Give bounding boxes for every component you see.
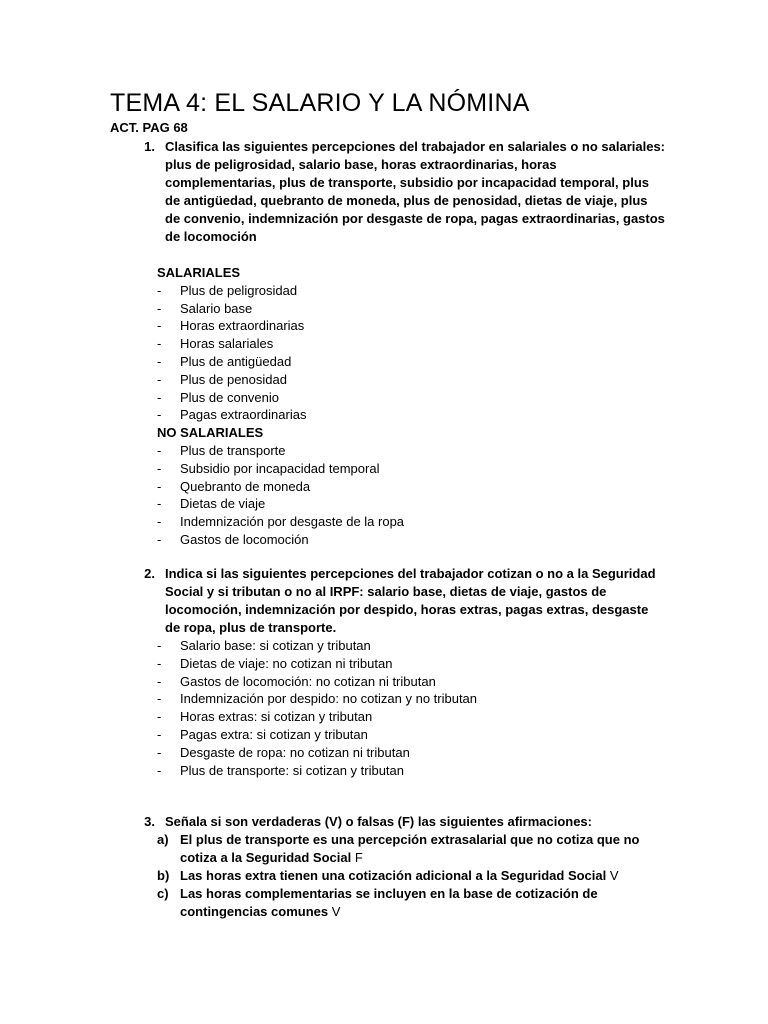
question-number: 3. [144,814,155,829]
list-item-text: Salario base [180,300,253,316]
list-item [110,389,670,407]
list-item [110,673,670,691]
list-item [110,300,670,318]
statement-text-wrap [180,885,660,921]
dash-bullet: - [157,514,162,530]
list-item-text: Indemnización por despido: no cotizan y no tributan [180,691,478,707]
list-item-text: Plus de penosidad [180,371,287,387]
list-item [110,460,670,478]
page-title: TEMA 4: EL SALARIO Y LA NÓMINA [110,89,530,117]
question-text: Indica si las siguientes percepciones del trabajador cotizan o no a la Seguridad Social y si tributan o no al IRPF: salario base, dietas de viaje, gastos de locomoción, indemnización por despido, horas extras, pagas extras, desgaste de ropa, plus de transporte. [165,566,656,635]
dash-bullet: - [157,318,162,334]
question-1 [110,138,670,549]
statement-text-wrap [180,831,660,867]
dash-bullet: - [157,336,162,352]
list-item [110,744,670,762]
statement-text: Las horas complementarias se incluyen en la base de cotización de contingencias comunes [180,886,598,919]
dash-bullet: - [157,531,162,547]
list-item [110,317,670,335]
list-item [110,655,670,673]
statement-letter: a) [157,832,169,847]
dash-bullet: - [157,709,162,725]
question-3 [110,813,670,921]
list-item-text: Plus de transporte: si cotizan y tributan [180,762,405,778]
dash-bullet: - [157,300,162,316]
list-item-text: Horas extras: si cotizan y tributan [180,709,373,725]
question-text: Señala si son verdaderas (V) o falsas (F) las siguientes afirmaciones: [165,814,592,829]
dash-bullet: - [157,762,162,778]
list-item [110,282,670,300]
statement-letter: b) [157,868,170,883]
list-item-text: Plus de convenio [180,389,280,405]
statement-text: El plus de transporte es una percepción extrasalarial que no cotiza que no cotiza a la Seguridad Social [180,832,640,865]
list-item-text: Horas salariales [180,336,274,352]
list-item [110,335,670,353]
statement-answer: F [354,850,363,865]
statement-text-wrap [180,867,660,885]
list-item-text: Desgaste de ropa: no cotizan ni tributan [180,744,410,760]
list-item-text: Plus de peligrosidad [180,282,298,298]
dash-bullet: - [157,442,162,458]
dash-bullet: - [157,673,162,689]
dash-bullet: - [157,744,162,760]
list-item [110,690,670,708]
statements-list [110,831,670,921]
dash-bullet: - [157,691,162,707]
list-item-text: Gastos de locomoción [180,531,309,547]
dash-bullet: - [157,478,162,494]
statement-text: Las horas extra tienen una cotización adicional a la Seguridad Social [180,868,607,883]
dash-bullet: - [157,371,162,387]
statement-letter: c) [157,886,169,901]
question-number: 1. [144,139,155,154]
list-item [110,708,670,726]
salariales-heading: SALARIALES [157,265,241,280]
dash-bullet: - [157,638,162,653]
question-2 [110,565,670,779]
statement-answer: V [331,904,341,919]
list-item-text: Quebranto de moneda [180,478,311,494]
list-item [110,726,670,744]
list-item [110,637,670,655]
statement-answer: V [609,868,619,883]
list-item [110,478,670,496]
list-item [110,762,670,780]
dash-bullet: - [157,655,162,671]
answers-list [110,637,670,779]
salariales-list [110,282,670,424]
no-salariales-heading: NO SALARIALES [157,425,264,441]
dash-bullet: - [157,460,162,476]
question-text: Clasifica las siguientes percepciones del trabajador en salariales o no salariales: plus de peligrosidad, salario base, horas extraordinarias, horas complementarias, plus de transporte, subsidio por incapacidad temporal, plus de antigüedad, quebranto de moneda, plus de penosidad, dietas de viaje, plus de convenio, indemnización por desgaste de ropa, pagas extraordinarias, gastos de locomoción [165,139,665,244]
dash-bullet: - [157,726,162,742]
list-item-text: Pagas extra: si cotizan y tributan [180,726,368,742]
list-item-text: Plus de transporte [180,442,286,458]
list-item [110,531,670,549]
no-salariales-list [110,442,670,549]
list-item-text: Subsidio por incapacidad temporal [180,460,380,476]
statement-item [110,831,670,867]
list-item-text: Horas extraordinarias [180,318,305,334]
list-item [110,353,670,371]
list-item [110,495,670,513]
list-item-text: Gastos de locomoción: no cotizan ni tributan [180,673,436,689]
dash-bullet: - [157,353,162,369]
dash-bullet: - [157,496,162,512]
list-item-text: Pagas extraordinarias [180,407,307,423]
list-item [110,513,670,531]
list-item-text: Indemnización por desgaste de la ropa [180,514,405,530]
list-item [110,442,670,460]
list-item [110,371,670,389]
dash-bullet: - [157,389,162,405]
list-item [110,406,670,424]
list-item-text: Dietas de viaje [180,496,266,512]
dash-bullet: - [157,407,162,423]
list-item-text: Dietas de viaje: no cotizan ni tributan [180,655,393,671]
statement-item [110,885,670,921]
list-item-text: Salario base: si cotizan y tributan [180,638,371,653]
list-item-text: Plus de antigüedad [180,353,292,369]
question-number: 2. [144,566,155,581]
activity-reference: ACT. PAG 68 [110,120,188,135]
statement-item [110,867,670,885]
dash-bullet: - [157,282,162,298]
